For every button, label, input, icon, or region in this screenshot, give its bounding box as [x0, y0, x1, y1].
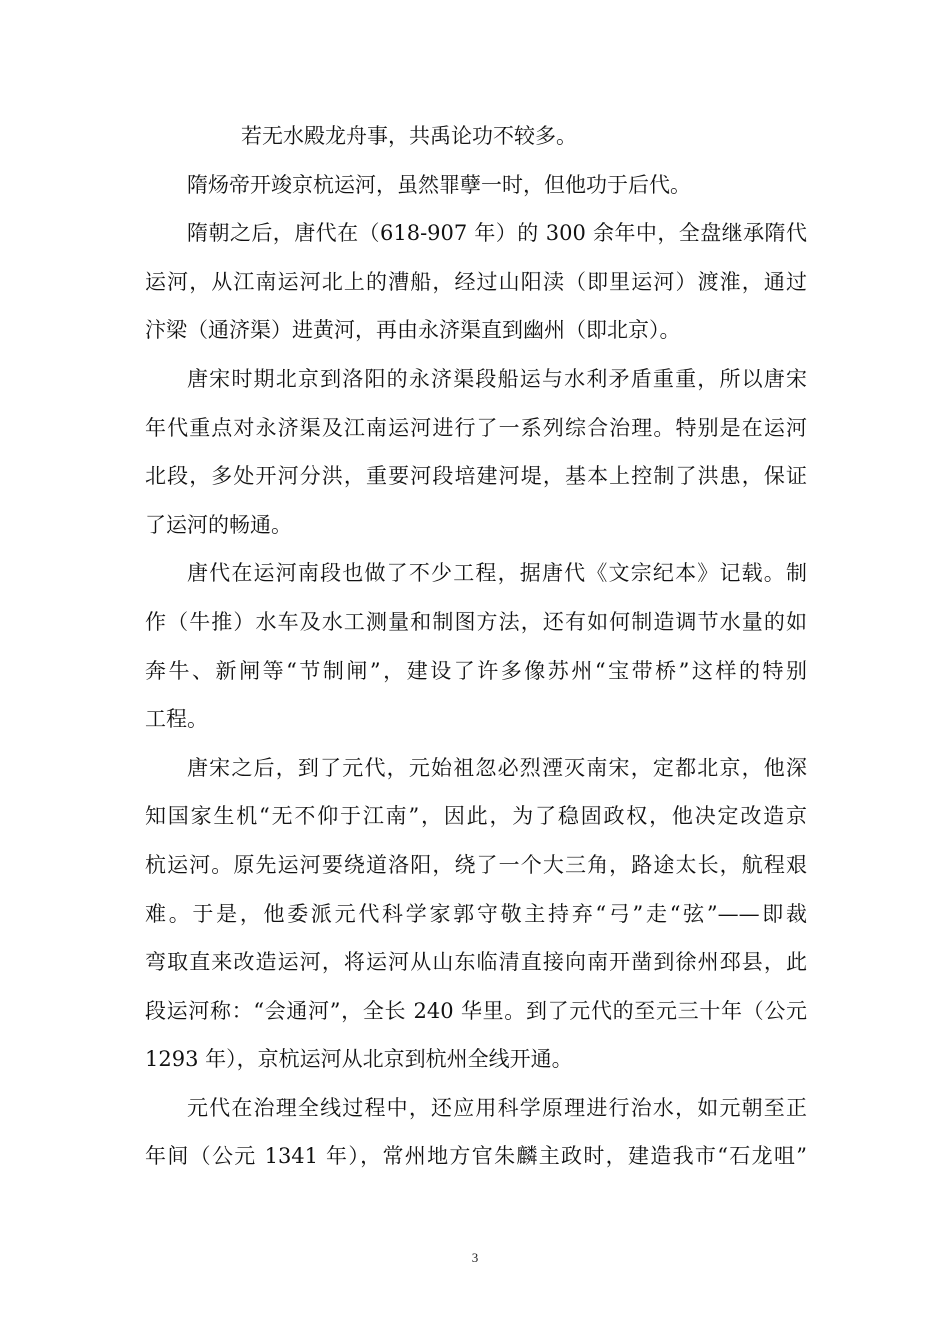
text-line: 工程。	[145, 707, 208, 732]
text-line: 1293 年），京杭运河从北京到杭州全线开通。	[145, 1047, 573, 1072]
text-line: 难。于是，他委派元代科学家郭守敬主持弃“弓”走“弦”——即裁	[145, 901, 807, 926]
text-line: 年代重点对永济渠及江南运河进行了一系列综合治理。特别是在运河	[145, 415, 807, 440]
text-line: 隋炀帝开竣京杭运河，虽然罪孽一时，但他功于后代。	[187, 172, 691, 197]
text-line: 北段，多处开河分洪，重要河段培建河堤，基本上控制了洪患，保证	[145, 464, 807, 489]
text-line: 汴梁（通济渠）进黄河，再由永济渠直到幽州（即北京）。	[145, 318, 681, 343]
text-line: 了运河的畅通。	[145, 512, 292, 537]
body-text	[145, 112, 807, 1181]
text-line: 年间（公元 1341 年），常州地方官朱麟主政时，建造我市“石龙咀”	[145, 1144, 807, 1169]
text-line: 杭运河。原先运河要绕道洛阳，绕了一个大三角，路途太长，航程艰	[145, 852, 807, 877]
text-line: 知国家生机“无不仰于江南”，因此，为了稳固政权，他决定改造京	[145, 804, 807, 829]
text-line: 段运河称：“会通河”，全长 240 华里。到了元代的至元三十年（公元	[145, 998, 807, 1023]
text-line: 唐代在运河南段也做了不少工程，据唐代《文宗纪本》记载。制	[187, 561, 807, 586]
text-line: 唐宋之后，到了元代，元始祖忽必烈湮灭南宋，定都北京，他深	[187, 755, 807, 780]
text-line: 作（牛推）水车及水工测量和制图方法，还有如何制造调节水量的如	[145, 609, 807, 634]
text-line: 若无水殿龙舟事，共禹论功不较多。	[241, 124, 577, 148]
text-line: 弯取直来改造运河，将运河从山东临清直接向南开凿到徐州邳县，此	[145, 950, 807, 975]
text-line: 运河，从江南运河北上的漕船，经过山阳渎（即里运河）渡淮，通过	[145, 269, 807, 294]
page-number: 3	[471, 1250, 479, 1265]
text-line: 奔牛、新闸等“节制闸”，建设了许多像苏州“宝带桥”这样的特别	[145, 658, 807, 683]
text-line: 隋朝之后，唐代在（618-907 年）的 300 余年中，全盘继承隋代	[187, 221, 807, 246]
text-line: 唐宋时期北京到洛阳的永济渠段船运与水利矛盾重重，所以唐宋	[187, 366, 807, 391]
text-line: 元代在治理全线过程中，还应用科学原理进行治水，如元朝至正	[187, 1095, 807, 1120]
